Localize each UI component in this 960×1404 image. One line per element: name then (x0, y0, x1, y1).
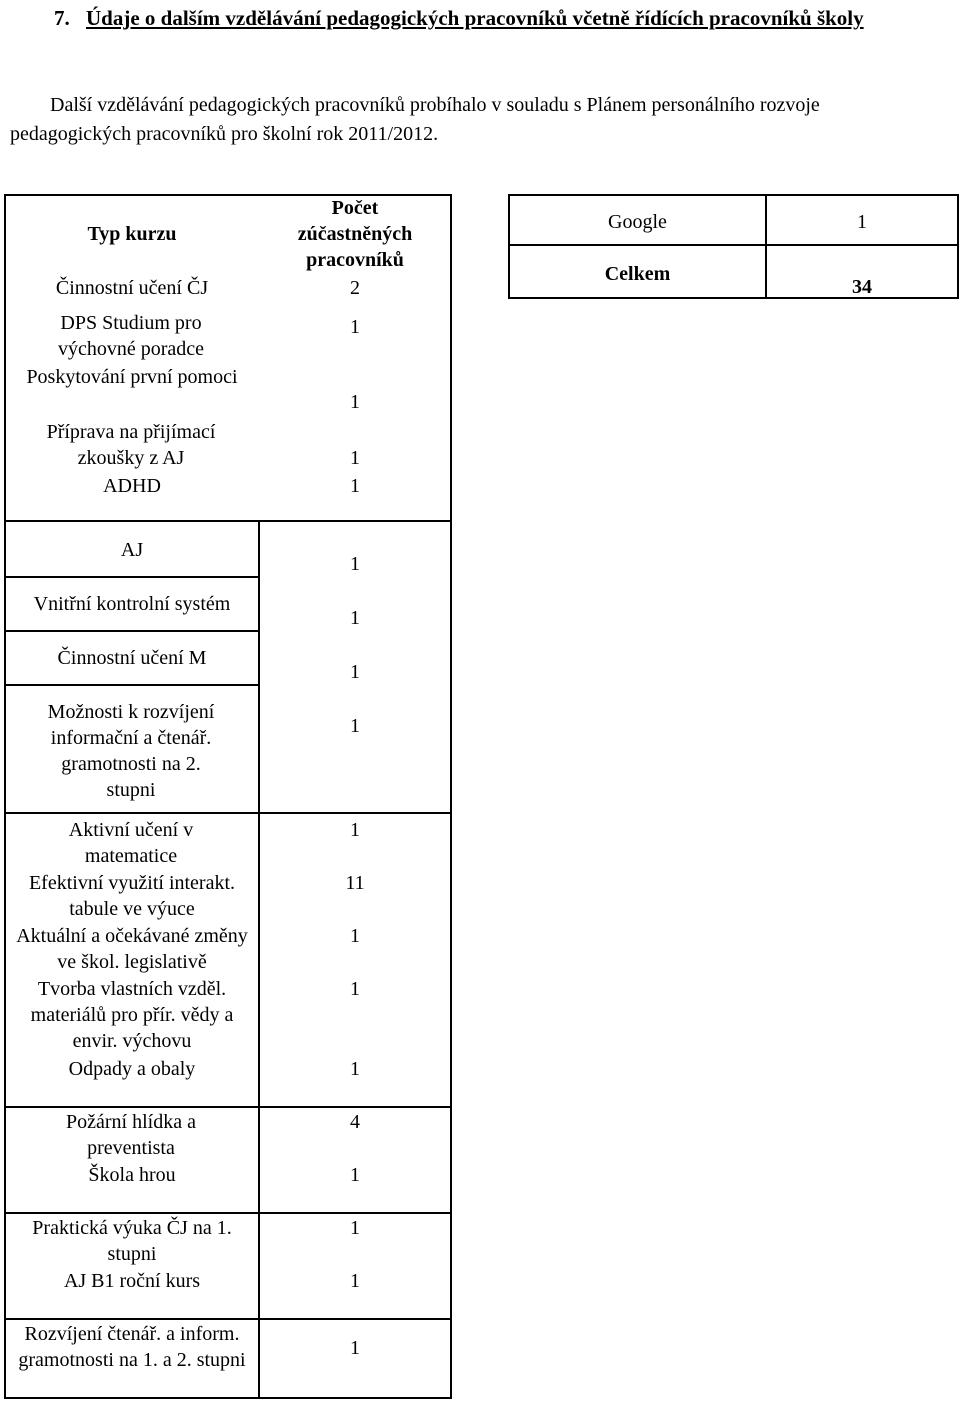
table-row-count: 1 (350, 925, 360, 947)
summary-table (508, 194, 959, 299)
table-row-course: Činnostní učení ČJ (55, 277, 209, 299)
table-divider (4, 812, 452, 814)
table-row-course: Rozvíjení čtenář. a inform. gramotnosti na 1. a 2. stupni (18, 1323, 246, 1371)
table-row-course: ADHD (103, 475, 161, 497)
table-row-count: 1 (350, 715, 360, 737)
table-row-count: 1 (350, 661, 360, 683)
table-row-count: 4 (350, 1111, 360, 1133)
table-row-count: 1 (350, 447, 360, 469)
table-row-course: DPS Studium pro výchovné poradce (57, 312, 205, 360)
table-divider (4, 520, 452, 522)
table-row-count: 1 (350, 978, 360, 1000)
table-row-count: 1 (350, 1217, 360, 1239)
table-divider (4, 576, 260, 578)
table-row-course: Aktivní učení v matematice (68, 819, 194, 867)
summary-row-count: 1 (857, 211, 867, 233)
table-row-count: 11 (345, 872, 365, 894)
table-divider (4, 1318, 452, 1320)
table-divider (4, 1212, 452, 1214)
table-row-count: 1 (350, 553, 360, 575)
table-divider (4, 684, 260, 686)
table-row-count: 1 (350, 475, 360, 497)
table-row-course: AJ (120, 539, 144, 561)
table-row-count: 1 (350, 1270, 360, 1292)
table-row-course: Praktická výuka ČJ na 1. stupni (32, 1217, 232, 1265)
table-row-count: 1 (350, 1164, 360, 1186)
table-row-count: 2 (350, 277, 360, 299)
table-row-count: 1 (350, 316, 360, 338)
table-row-course: AJ B1 roční kurs (63, 1270, 201, 1292)
table-row-count: 1 (350, 819, 360, 841)
table-row-course: Příprava na přijímací zkoušky z AJ (46, 421, 216, 469)
table-row-count: 1 (350, 1058, 360, 1080)
header-course-type: Typ kurzu (87, 223, 177, 245)
summary-total-count: 34 (852, 276, 872, 298)
summary-row-label: Google (608, 211, 667, 233)
table-row-count: 1 (350, 607, 360, 629)
table-row-course: Poskytování první pomoci (26, 366, 238, 388)
intro-paragraph: Další vzdělávání pedagogických pracovníků probíhalo v souladu s Plánem personálního rozvoje pedagogických pracovníků pro školní rok 2011/2012. (10, 94, 820, 145)
table-row-course: Možnosti k rozvíjení informační a čtenář. gramotnosti na 2. stupni (47, 701, 215, 801)
summary-total-label: Celkem (604, 263, 671, 285)
table-row-course: Vnitřní kontrolní systém (33, 593, 231, 615)
header-participant-count: Počet zúčastněných pracovníků (297, 197, 413, 271)
table-row-course: Škola hrou (88, 1164, 176, 1186)
table-row-count: 1 (350, 391, 360, 413)
table-row-course: Činnostní učení M (57, 647, 207, 669)
table-row-course: Efektivní využití interakt. tabule ve výuce (28, 872, 236, 920)
table-row-count: 1 (350, 1337, 360, 1359)
table-divider (4, 630, 260, 632)
summary-divider (510, 244, 957, 246)
table-row-course: Aktuální a očekávané změny ve škol. legislativě (16, 925, 248, 973)
table-row-course: Požární hlídka a preventista (66, 1111, 196, 1159)
table-divider (4, 1106, 452, 1108)
table-row-course: Odpady a obaly (68, 1058, 196, 1080)
section-number: 7. (54, 6, 70, 30)
table-row-course: Tvorba vlastních vzděl. materiálů pro přír. vědy a envir. výchovu (30, 978, 234, 1052)
section-title: Údaje o dalším vzdělávání pedagogických pracovníků včetně řídících pracovníků školy (86, 6, 864, 30)
